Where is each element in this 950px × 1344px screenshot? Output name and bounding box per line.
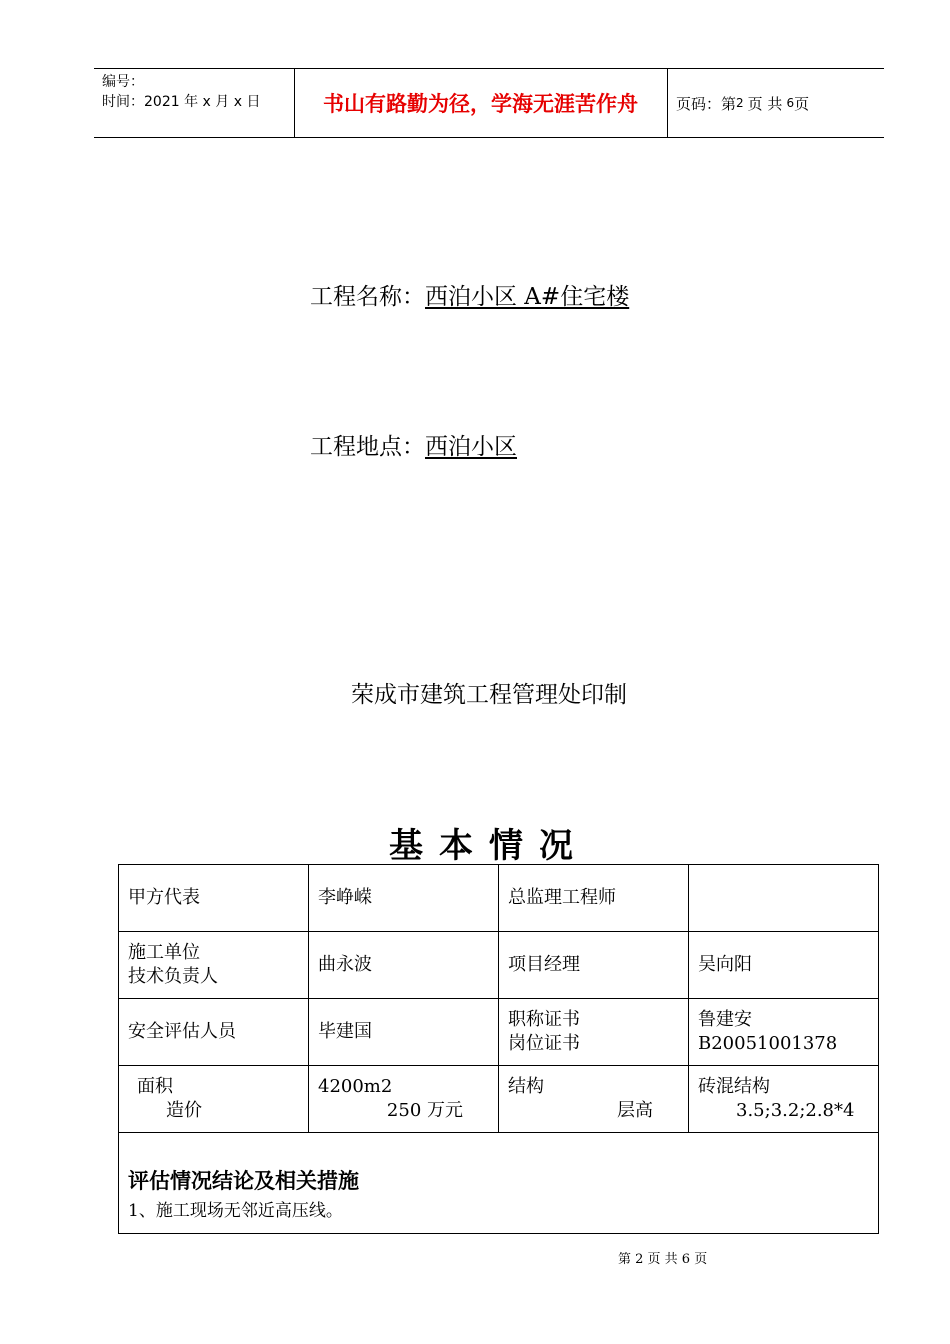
conclusion-item: 1、施工现场无邻近高压线。	[128, 1201, 343, 1221]
serial-label: 编号：	[102, 74, 144, 90]
cell-line: 结构	[508, 1076, 544, 1097]
table-row	[119, 865, 879, 932]
page-total: 6	[786, 96, 795, 110]
page-header	[94, 68, 884, 138]
cell-line: 面积	[137, 1076, 173, 1097]
cell-line: 4200m2	[318, 1076, 393, 1097]
header-motto: 书山有路勤为径，学海无涯苦作舟	[294, 69, 668, 137]
page-footer: 第 2 页 共 6 页	[618, 1252, 708, 1267]
basic-info-table	[118, 864, 879, 1234]
cell-line: 造价	[166, 1100, 202, 1121]
project-name-line	[310, 278, 629, 311]
time-label: 时间：2021 年 x 月 x 日	[102, 94, 261, 110]
cell-line: 3.5;3.2;2.8*4	[736, 1100, 855, 1121]
table-cell	[689, 1066, 879, 1133]
printer-line: 荣成市建筑工程管理处印制	[351, 682, 627, 708]
page-mid: 页 共	[747, 94, 783, 113]
table-cell	[119, 1066, 309, 1133]
project-location-value: 西泊小区	[425, 434, 517, 460]
page-prefix: 页码：第	[676, 94, 737, 113]
project-name-value: 西泊小区 A#住宅楼	[425, 284, 630, 310]
conclusion-cell	[119, 1133, 879, 1234]
page-number: 2	[736, 96, 744, 110]
table-row	[119, 1133, 879, 1234]
table-cell: 甲方代表	[119, 865, 309, 932]
table-cell	[309, 1066, 499, 1133]
section-title: 基本情况	[389, 826, 589, 866]
table-cell: 李峥嵘	[309, 865, 499, 932]
cell-line: 技术负责人	[128, 966, 218, 987]
table-cell	[689, 999, 879, 1066]
cell-line: B20051001378	[698, 1033, 838, 1054]
table-cell: 安全评估人员	[119, 999, 309, 1066]
cell-line: 鲁建安	[698, 1009, 752, 1030]
table-cell: 总监理工程师	[499, 865, 689, 932]
table-cell	[119, 932, 309, 999]
cell-line: 岗位证书	[508, 1033, 580, 1054]
table-cell: 曲永波	[309, 932, 499, 999]
cell-line: 250 万元	[386, 1100, 463, 1121]
cell-line: 层高	[617, 1100, 653, 1121]
table-row	[119, 999, 879, 1066]
table-row	[119, 932, 879, 999]
cell-line: 砖混结构	[698, 1076, 770, 1097]
table-cell	[689, 865, 879, 932]
table-cell: 吴向阳	[689, 932, 879, 999]
project-name-label: 工程名称：	[310, 284, 425, 310]
table-cell	[499, 999, 689, 1066]
page-suffix: 页	[794, 94, 810, 113]
page-indicator	[676, 69, 809, 137]
table-row	[119, 1066, 879, 1133]
table-cell: 项目经理	[499, 932, 689, 999]
conclusion-title: 评估情况结论及相关措施	[128, 1168, 359, 1193]
table-cell: 毕建国	[309, 999, 499, 1066]
project-location-line	[310, 428, 517, 461]
project-location-label: 工程地点：	[310, 434, 425, 460]
header-meta	[94, 69, 295, 137]
table-cell	[499, 1066, 689, 1133]
cell-line: 施工单位	[128, 942, 200, 963]
cell-line: 职称证书	[508, 1009, 580, 1030]
